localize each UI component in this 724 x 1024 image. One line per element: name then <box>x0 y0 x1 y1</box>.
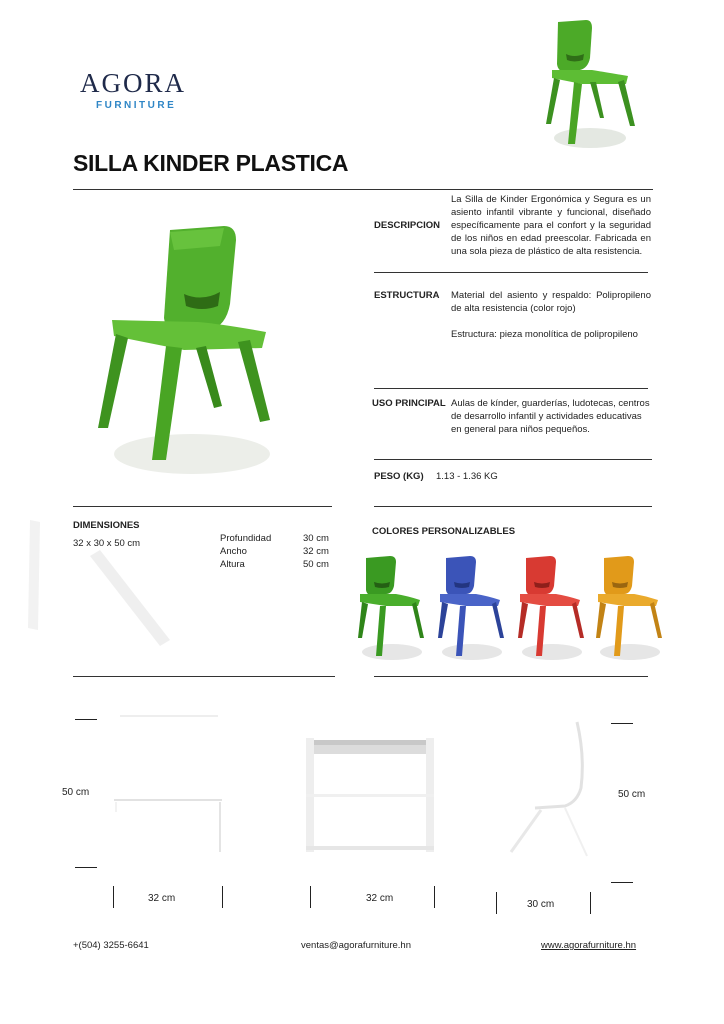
divider-peso <box>374 506 652 507</box>
divider-descripcion <box>374 272 648 273</box>
front-height-tick-bottom <box>75 867 97 868</box>
drawing-back-view <box>300 734 440 854</box>
divider-uso <box>374 459 652 460</box>
side-depth-label: 30 cm <box>527 899 555 910</box>
estructura-label: ESTRUCTURA <box>374 290 440 301</box>
divider-dimensiones <box>73 506 332 507</box>
dim-row-value: 32 cm <box>303 546 329 557</box>
uso-text: Aulas de kínder, guarderías, ludotecas, centros de desarrollo infantil y actividades educativas en general para niños pequeños. <box>451 398 650 435</box>
side-height-tick-bottom <box>611 882 633 883</box>
peso-label: PESO (KG) <box>374 471 424 482</box>
chair-color-orange <box>594 552 664 662</box>
chair-main-image <box>92 222 292 484</box>
descripcion-label: DESCRIPCION <box>374 220 440 231</box>
dim-row-name: Altura <box>220 559 245 570</box>
drawing-front-view <box>110 712 230 862</box>
front-width-label: 32 cm <box>148 893 176 904</box>
drawing-side-view <box>505 716 605 866</box>
front-height-tick-top <box>75 719 97 720</box>
divider-dimensiones-bottom <box>73 676 335 677</box>
faint-background-graphic <box>20 510 180 670</box>
page-title: SILLA KINDER PLASTICA <box>73 150 349 176</box>
dimensiones-label: DIMENSIONES <box>73 520 140 531</box>
side-depth-tick-right <box>590 892 591 914</box>
footer-phone[interactable]: +(504) 3255-6641 <box>73 940 149 951</box>
back-width-tick-right <box>434 886 435 908</box>
side-depth-tick-left <box>496 892 497 914</box>
descripcion-text: La Silla de Kinder Ergonómica y Segura es un asiento infantil vibrante y funcional, diseñado específicamente para el confort y la seguridad de los niños en edad preescolar. Fabricada en una sola pieza de plástico de alta resistencia. <box>451 194 651 257</box>
divider-colores-bottom <box>374 676 648 677</box>
brand-logo: AGORA <box>80 68 187 98</box>
footer-website-link[interactable]: www.agorafurniture.hn <box>541 940 637 951</box>
dim-row-value: 30 cm <box>303 533 329 544</box>
estructura-text-structure: Estructura: pieza monolítica de polipropileno <box>451 329 638 340</box>
chair-color-green <box>356 552 426 662</box>
side-height-tick-top <box>611 723 633 724</box>
front-width-tick-left <box>113 886 114 908</box>
peso-value: 1.13 - 1.36 KG <box>436 471 498 482</box>
dimensiones-summary: 32 x 30 x 50 cm <box>73 538 141 549</box>
chair-color-blue <box>436 552 506 662</box>
back-width-label: 32 cm <box>366 893 394 904</box>
brand-subtitle: FURNITURE <box>96 100 177 111</box>
dim-row-value: 50 cm <box>303 559 329 570</box>
back-width-tick-left <box>310 886 311 908</box>
dim-row-name: Ancho <box>220 546 247 557</box>
divider-estructura <box>374 388 648 389</box>
front-height-label: 50 cm <box>62 787 90 798</box>
estructura-text-material: Material del asiento y respaldo: Polipropileno de alta resistencia (color rojo) <box>451 290 651 314</box>
front-width-tick-right <box>222 886 223 908</box>
title-divider <box>73 189 653 190</box>
colores-label: COLORES PERSONALIZABLES <box>372 526 516 537</box>
chair-thumbnail-image <box>542 14 642 154</box>
uso-label: USO PRINCIPAL <box>372 398 446 409</box>
chair-color-red <box>516 552 586 662</box>
footer-email[interactable]: ventas@agorafurniture.hn <box>301 940 411 951</box>
side-height-label: 50 cm <box>618 789 646 800</box>
dim-row-name: Profundidad <box>220 533 272 544</box>
